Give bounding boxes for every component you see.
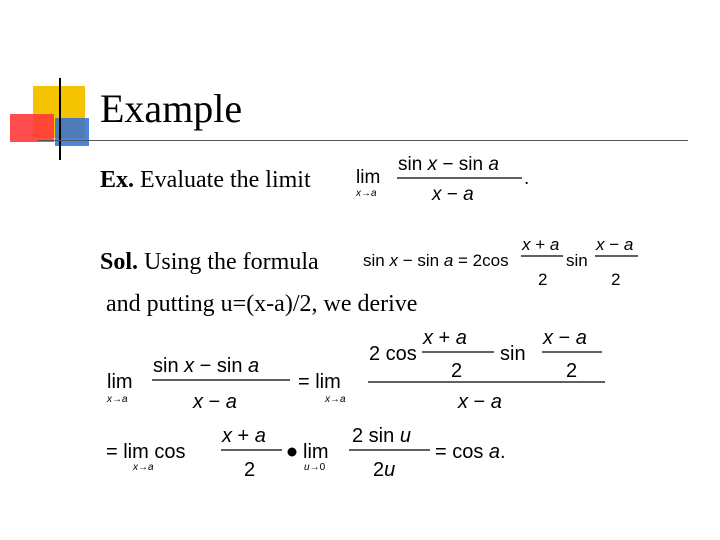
svg-text:sin x − sin a: sin x − sin a xyxy=(398,154,499,175)
svg-text:x − a: x − a xyxy=(596,235,634,254)
svg-text:x→a: x→a xyxy=(107,394,128,405)
svg-text:x→a: x→a xyxy=(356,188,377,199)
svg-text:u→0: u→0 xyxy=(304,462,326,473)
svg-text:sin: sin xyxy=(566,251,588,270)
svg-text:x − a: x − a xyxy=(432,184,474,205)
sum-to-product-formula xyxy=(363,235,638,289)
svg-text:2: 2 xyxy=(451,360,463,382)
svg-text:x + a: x + a xyxy=(222,425,266,447)
svg-text:= lim: = lim xyxy=(298,371,341,393)
svg-text:lim: lim xyxy=(107,371,133,393)
slide-title: Example xyxy=(100,86,243,131)
svg-text:2: 2 xyxy=(244,459,256,481)
example-label: Ex. xyxy=(100,167,135,193)
svg-text:x + a: x + a xyxy=(423,327,467,349)
problem-limit-formula xyxy=(355,154,529,205)
svg-text:sin x − sin a = 2cos: sin x − sin a = 2cos xyxy=(363,251,509,270)
svg-text:lim: lim xyxy=(303,441,329,463)
derivation-line-2 xyxy=(106,425,506,481)
svg-text:2: 2 xyxy=(611,270,621,289)
svg-text:x→a: x→a xyxy=(325,394,346,405)
substitution-text: and putting u=(x-a)/2, we derive xyxy=(106,291,418,317)
svg-text:x→a: x→a xyxy=(133,462,154,473)
svg-text:2u: 2u xyxy=(373,459,396,481)
solution-label: Sol. xyxy=(100,249,139,275)
derivation-line-1 xyxy=(106,327,605,413)
svg-text:= cos a.: = cos a. xyxy=(435,441,506,463)
svg-text:x − a: x − a xyxy=(543,327,587,349)
svg-text:sin: sin xyxy=(500,343,526,365)
svg-text:2 cos: 2 cos xyxy=(369,343,417,365)
svg-text:x − a: x − a xyxy=(193,391,237,413)
svg-text:= lim cos: = lim cos xyxy=(106,441,186,463)
svg-text:2: 2 xyxy=(538,270,548,289)
solution-text: Using the formula xyxy=(138,249,319,275)
svg-text:x − a: x − a xyxy=(458,391,502,413)
svg-text:.: . xyxy=(524,168,530,189)
example-text: Evaluate the limit xyxy=(134,167,311,193)
svg-text:2: 2 xyxy=(566,360,578,382)
svg-text:lim: lim xyxy=(356,167,381,188)
svg-text:sin x − sin a: sin x − sin a xyxy=(153,355,260,377)
svg-text:2 sin u: 2 sin u xyxy=(352,425,411,447)
svg-text:x + a: x + a xyxy=(522,235,560,254)
